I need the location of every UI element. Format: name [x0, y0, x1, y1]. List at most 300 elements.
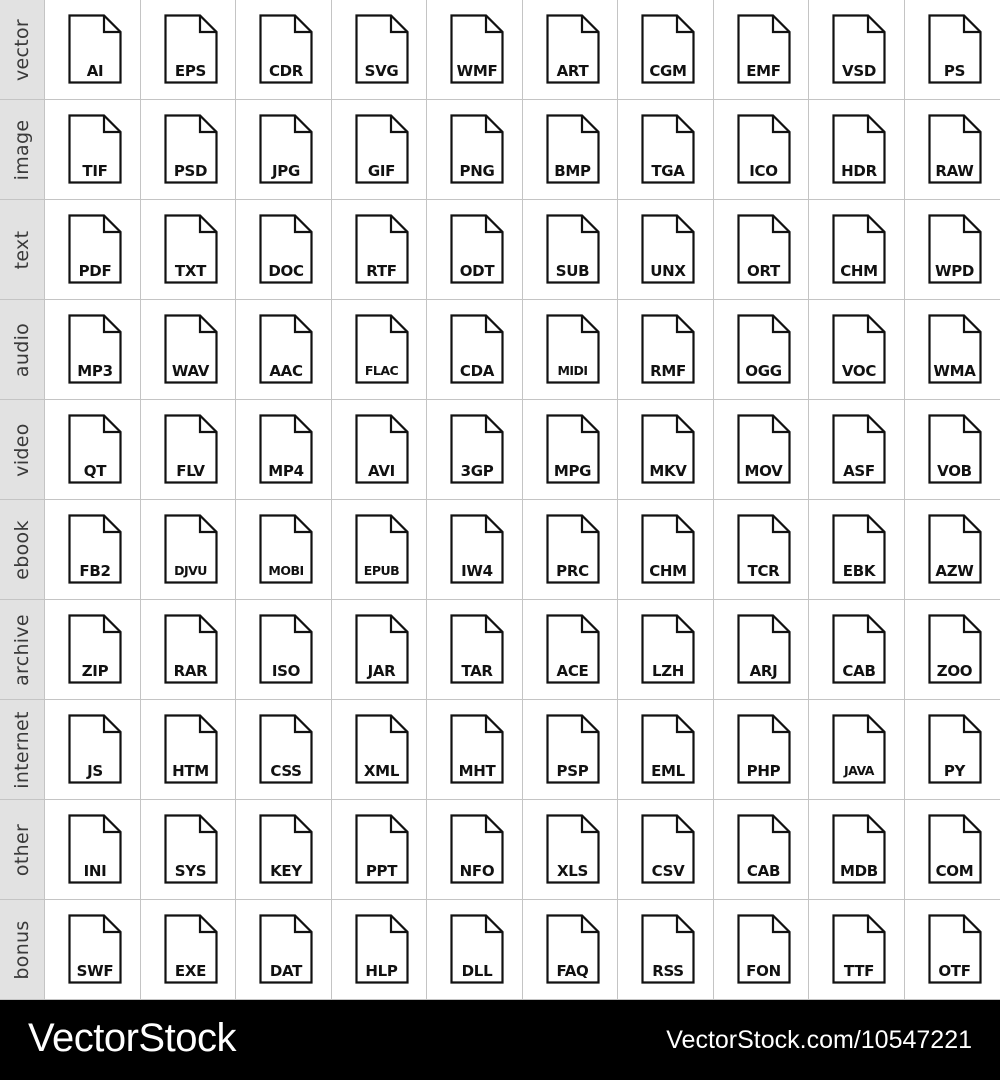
file-icon [355, 14, 409, 84]
footer-bar [0, 1000, 1000, 1080]
file-icon [641, 14, 695, 84]
file-icon [450, 914, 504, 984]
file-extension-label: WMF [456, 62, 498, 80]
file-cell [905, 600, 1000, 700]
file-icon [355, 214, 409, 284]
file-extension-label: ICO [749, 162, 778, 180]
file-extension-label: MOV [744, 462, 783, 480]
file-cell [427, 600, 523, 700]
file-icon [259, 514, 313, 584]
category-label: audio [11, 322, 33, 377]
file-extension-label: TGA [651, 162, 685, 180]
file-cell [236, 0, 332, 100]
file-extension-label: MPG [553, 462, 592, 480]
file-extension-label: EPUB [363, 563, 400, 578]
category-bonus [0, 900, 45, 1000]
file-extension-label: ARJ [749, 662, 778, 680]
file-icon [928, 914, 982, 984]
file-icon [546, 314, 600, 384]
file-extension-label: HDR [841, 162, 877, 180]
file-cell [332, 500, 428, 600]
file-extension-label: EMF [746, 62, 781, 80]
file-cell [523, 100, 619, 200]
file-extension-label: SUB [555, 262, 590, 280]
file-cell [45, 700, 141, 800]
file-cell [618, 600, 714, 700]
file-icon [641, 214, 695, 284]
file-extension-label: PHP [746, 762, 781, 780]
file-cell [45, 300, 141, 400]
category-ebook [0, 500, 45, 600]
file-cell [332, 600, 428, 700]
file-extension-label: SWF [76, 962, 114, 980]
file-icon [164, 714, 218, 784]
file-icon [259, 14, 313, 84]
file-cell [141, 0, 237, 100]
file-cell [332, 300, 428, 400]
file-extension-label: ART [556, 62, 589, 80]
file-extension-label: RTF [366, 262, 397, 280]
category-video [0, 400, 45, 500]
file-icon [928, 214, 982, 284]
file-cell [332, 700, 428, 800]
file-icon [450, 714, 504, 784]
file-icon [832, 614, 886, 684]
file-icon [737, 14, 791, 84]
file-icon [450, 814, 504, 884]
file-extension-label: MHT [458, 762, 496, 780]
file-icon [164, 114, 218, 184]
file-extension-label: FLV [176, 462, 205, 480]
file-icon [546, 214, 600, 284]
file-cell [523, 500, 619, 600]
file-extension-label: CHM [840, 262, 878, 280]
file-extension-label: MOBI [268, 563, 304, 578]
file-icon [164, 814, 218, 884]
file-cell [618, 400, 714, 500]
file-icon [641, 814, 695, 884]
file-extension-label: IW4 [461, 562, 493, 580]
file-cell [141, 900, 237, 1000]
file-cell [45, 900, 141, 1000]
file-extension-label: PNG [459, 162, 495, 180]
file-cell [141, 600, 237, 700]
file-icon [259, 814, 313, 884]
file-cell [427, 500, 523, 600]
file-icon [928, 314, 982, 384]
file-cell [809, 200, 905, 300]
file-icon [737, 814, 791, 884]
file-extension-label: VOC [841, 362, 877, 380]
file-extension-label: HLP [365, 962, 398, 980]
file-extension-label: CAB [842, 662, 876, 680]
file-icon [641, 714, 695, 784]
file-extension-label: CDA [459, 362, 495, 380]
file-icon [68, 214, 122, 284]
file-icon [737, 314, 791, 384]
file-extension-label: TAR [461, 662, 493, 680]
file-icon [355, 614, 409, 684]
file-extension-label: LZH [651, 662, 685, 680]
file-extension-label: FAQ [556, 962, 589, 980]
file-cell [236, 200, 332, 300]
file-extension-label: MP3 [77, 362, 113, 380]
file-cell [45, 800, 141, 900]
file-icon [832, 814, 886, 884]
file-icon [641, 414, 695, 484]
file-extension-label: WMA [933, 362, 976, 380]
file-icon [68, 14, 122, 84]
file-cell [45, 100, 141, 200]
file-cell [236, 600, 332, 700]
stock-id: VectorStock.com/10547221 [666, 1026, 972, 1054]
file-icon [450, 14, 504, 84]
file-cell [427, 100, 523, 200]
file-icon [928, 614, 982, 684]
file-cell [523, 0, 619, 100]
brand-logo: VectorStock [28, 1016, 236, 1060]
file-extension-label: FLAC [364, 363, 399, 378]
file-extension-label: ISO [271, 662, 301, 680]
file-cell [618, 800, 714, 900]
file-cell [905, 500, 1000, 600]
file-cell [427, 400, 523, 500]
file-extension-label: DJVU [174, 563, 207, 578]
file-cell [523, 300, 619, 400]
file-icon [259, 714, 313, 784]
file-cell [618, 900, 714, 1000]
file-icon [259, 214, 313, 284]
file-icon [355, 514, 409, 584]
file-extension-label: CHM [649, 562, 687, 580]
file-cell [714, 400, 810, 500]
file-extension-label: MIDI [557, 363, 588, 378]
file-extension-label: WPD [934, 262, 975, 280]
file-icon [355, 314, 409, 384]
file-extension-label: RAR [173, 662, 208, 680]
file-icon [737, 914, 791, 984]
file-cell [427, 200, 523, 300]
file-cell [427, 300, 523, 400]
file-extension-label: TCR [747, 562, 780, 580]
file-extension-label: RMF [650, 362, 686, 380]
file-extension-label: AI [86, 62, 104, 80]
file-icon [546, 614, 600, 684]
file-extension-label: INI [83, 862, 107, 880]
file-icon [737, 614, 791, 684]
category-label: vector [11, 18, 33, 81]
file-icon [832, 514, 886, 584]
file-cell [236, 700, 332, 800]
file-cell [236, 100, 332, 200]
category-label: bonus [11, 919, 33, 980]
category-label: text [11, 230, 33, 269]
file-icon [928, 414, 982, 484]
file-icon [737, 114, 791, 184]
file-extension-label: MDB [840, 862, 878, 880]
file-cell [714, 800, 810, 900]
file-icon [928, 714, 982, 784]
file-icon [737, 414, 791, 484]
file-icon [450, 214, 504, 284]
file-cell [714, 500, 810, 600]
file-cell [332, 100, 428, 200]
file-extension-label: MP4 [268, 462, 304, 480]
file-extension-label: JS [87, 762, 103, 780]
file-icon [450, 414, 504, 484]
file-extension-label: MKV [649, 462, 687, 480]
file-cell [714, 200, 810, 300]
file-icon [164, 14, 218, 84]
file-extension-label: VSD [842, 62, 876, 80]
file-icon [641, 914, 695, 984]
file-icon [68, 114, 122, 184]
file-cell [714, 900, 810, 1000]
file-icon [546, 714, 600, 784]
file-cell [45, 600, 141, 700]
file-cell [236, 900, 332, 1000]
file-icon [355, 114, 409, 184]
file-extension-label: CSV [651, 862, 685, 880]
file-cell [809, 700, 905, 800]
file-cell [236, 800, 332, 900]
file-extension-label: JAVA [844, 763, 874, 778]
file-cell [45, 400, 141, 500]
file-cell [714, 100, 810, 200]
file-icon [68, 514, 122, 584]
file-extension-label: PS [943, 62, 966, 80]
file-cell [332, 900, 428, 1000]
file-icon [546, 114, 600, 184]
file-icon [928, 14, 982, 84]
file-cell [905, 800, 1000, 900]
category-label: other [11, 823, 33, 876]
file-icon [259, 114, 313, 184]
file-cell [427, 900, 523, 1000]
file-extension-label: ZIP [81, 662, 109, 680]
file-cell [141, 300, 237, 400]
file-extension-label: AZW [935, 562, 974, 580]
file-cell [905, 200, 1000, 300]
file-icon [259, 614, 313, 684]
file-extension-label: RAW [935, 162, 974, 180]
file-extension-label: DLL [461, 962, 493, 980]
file-icon [832, 214, 886, 284]
file-cell [618, 300, 714, 400]
file-cell [45, 0, 141, 100]
file-cell [905, 900, 1000, 1000]
file-cell [332, 400, 428, 500]
file-cell [905, 0, 1000, 100]
file-cell [809, 100, 905, 200]
category-label: archive [11, 613, 33, 686]
file-cell [332, 800, 428, 900]
file-extension-label: GIF [367, 162, 396, 180]
file-cell [905, 700, 1000, 800]
file-icon [450, 114, 504, 184]
category-label: video [11, 422, 33, 477]
file-extension-label: XML [363, 762, 400, 780]
file-cell [809, 0, 905, 100]
file-cell [523, 200, 619, 300]
file-extension-label: COM [935, 862, 974, 880]
file-cell [141, 700, 237, 800]
file-icon [832, 414, 886, 484]
file-extension-label: FON [746, 962, 781, 980]
file-cell [905, 300, 1000, 400]
file-cell [523, 400, 619, 500]
file-icon [546, 414, 600, 484]
file-cell [809, 600, 905, 700]
file-cell [809, 300, 905, 400]
file-icon [832, 14, 886, 84]
file-icon [546, 814, 600, 884]
file-extension-label: EBK [842, 562, 876, 580]
file-cell [141, 200, 237, 300]
file-cell [523, 600, 619, 700]
file-icon [259, 914, 313, 984]
file-icon [546, 514, 600, 584]
file-cell [141, 500, 237, 600]
file-icon [450, 514, 504, 584]
file-cell [45, 200, 141, 300]
file-extension-label: DOC [268, 262, 304, 280]
file-extension-label: QT [83, 462, 107, 480]
file-extension-label: FB2 [79, 562, 111, 580]
file-cell [618, 0, 714, 100]
file-cell [905, 400, 1000, 500]
file-cell [523, 700, 619, 800]
file-icon [737, 514, 791, 584]
file-extension-label: RSS [652, 962, 684, 980]
file-extension-label: PY [943, 762, 966, 780]
file-icon [259, 314, 313, 384]
file-icon [546, 14, 600, 84]
file-extension-label: AAC [269, 362, 303, 380]
file-extension-label: OTF [938, 962, 971, 980]
file-icon [68, 814, 122, 884]
category-label: ebook [11, 519, 33, 580]
file-cell [427, 800, 523, 900]
file-extension-label: PPT [365, 862, 398, 880]
file-cell [332, 0, 428, 100]
file-cell [427, 0, 523, 100]
category-label: internet [11, 710, 33, 789]
file-extension-label: TTF [843, 962, 875, 980]
file-extension-label: KEY [270, 862, 302, 880]
file-icon [68, 414, 122, 484]
file-cell [809, 900, 905, 1000]
file-extension-label: 3GP [460, 462, 494, 480]
file-extension-label: EML [651, 762, 685, 780]
category-archive [0, 600, 45, 700]
file-icon [641, 614, 695, 684]
file-icon [832, 914, 886, 984]
file-extension-label: PDF [78, 262, 112, 280]
category-text [0, 200, 45, 300]
file-icon [641, 314, 695, 384]
file-icon [355, 814, 409, 884]
file-icon [164, 414, 218, 484]
file-cell [618, 700, 714, 800]
file-icon [641, 114, 695, 184]
category-image [0, 100, 45, 200]
file-cell [714, 300, 810, 400]
file-extension-label: XLS [556, 862, 589, 880]
file-icon [641, 514, 695, 584]
file-cell [714, 0, 810, 100]
file-extension-label: EPS [174, 62, 207, 80]
file-cell [141, 100, 237, 200]
file-icon [164, 314, 218, 384]
file-extension-label: ODT [459, 262, 495, 280]
category-vector [0, 0, 45, 100]
file-extension-label: UNX [650, 262, 686, 280]
file-extension-label: DAT [269, 962, 303, 980]
file-cell [141, 400, 237, 500]
file-icon [928, 514, 982, 584]
file-cell [141, 800, 237, 900]
category-internet [0, 700, 45, 800]
file-icon [259, 414, 313, 484]
file-icon [546, 914, 600, 984]
file-extension-label: CAB [746, 862, 781, 880]
file-extension-label: HTM [172, 762, 209, 780]
file-extension-label: EXE [174, 962, 207, 980]
file-extension-label: ACE [556, 662, 589, 680]
file-extension-label: NFO [459, 862, 495, 880]
file-icon [832, 314, 886, 384]
file-icon [355, 414, 409, 484]
file-icon [450, 614, 504, 684]
file-cell [523, 800, 619, 900]
file-icon [164, 614, 218, 684]
file-icon [832, 114, 886, 184]
file-cell [809, 400, 905, 500]
file-icon [68, 314, 122, 384]
file-extension-label: SYS [174, 862, 207, 880]
file-extension-label: BMP [554, 162, 591, 180]
category-other [0, 800, 45, 900]
file-cell [236, 400, 332, 500]
file-icon [928, 114, 982, 184]
file-extension-label: CGM [649, 62, 687, 80]
file-cell [332, 200, 428, 300]
file-cell [905, 100, 1000, 200]
file-extension-label: CSS [270, 762, 302, 780]
file-extension-label: PRC [556, 562, 589, 580]
file-extension-label: PSP [556, 762, 589, 780]
file-icon [68, 714, 122, 784]
file-icon [737, 714, 791, 784]
file-extension-label: JPG [272, 162, 300, 180]
file-extension-label: VOB [937, 462, 972, 480]
file-cell [618, 100, 714, 200]
file-icon [832, 714, 886, 784]
file-icon [164, 914, 218, 984]
file-icon [68, 914, 122, 984]
file-cell [523, 900, 619, 1000]
file-cell [714, 700, 810, 800]
category-label: image [11, 119, 33, 180]
file-extension-label: TXT [174, 262, 207, 280]
file-extension-label: CDR [268, 62, 304, 80]
file-cell [809, 800, 905, 900]
file-extension-label: OGG [745, 362, 782, 380]
file-icon [355, 914, 409, 984]
file-extension-label: PSD [173, 162, 208, 180]
file-extension-label: JAR [367, 662, 396, 680]
